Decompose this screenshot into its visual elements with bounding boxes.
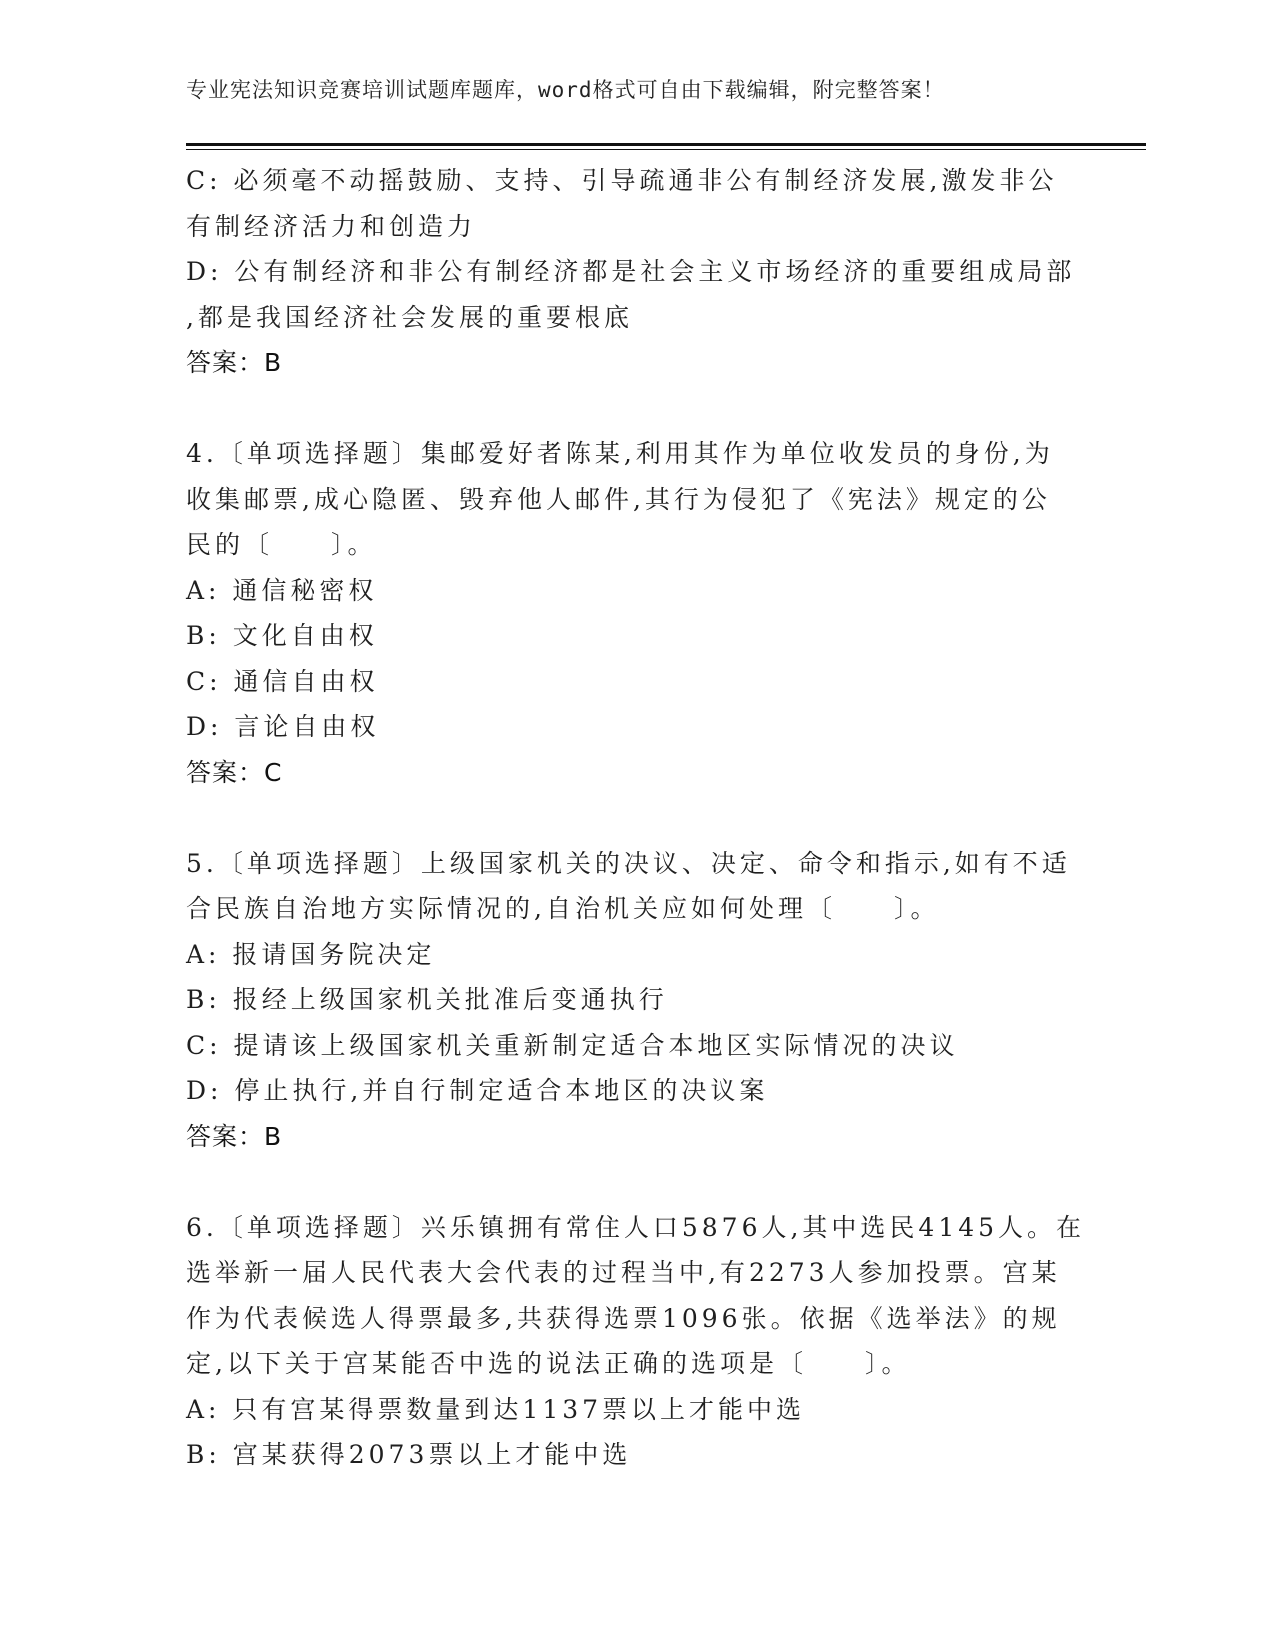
question-stem-line: 定,以下关于宫某能否中选的说法正确的选项是〔 〕。 <box>186 1349 911 1378</box>
option-a: A: 报请国务院决定 <box>186 939 436 969</box>
header-rule <box>186 143 1146 146</box>
option-c: C: 通信自由权 <box>186 666 379 696</box>
option-a: A: 只有宫某得票数量到达1137票以上才能中选 <box>186 1394 806 1424</box>
header-rule-thin <box>186 149 1146 150</box>
option-c: C: 提请该上级国家机关重新制定适合本地区实际情况的决议 <box>186 1030 959 1060</box>
question-stem-line: 作为代表候选人得票最多,共获得选票1096张。依据《选举法》的规 <box>186 1303 1061 1333</box>
question-6 <box>186 1205 1086 1478</box>
option-a: A: 通信秘密权 <box>186 575 378 605</box>
question-stem-line: 选举新一届人民代表大会代表的过程当中,有2273人参加投票。宫某 <box>186 1258 1061 1287</box>
question-stem-line: 收集邮票,成心隐匿、毁弃他人邮件,其行为侵犯了《宪法》规定的公 <box>186 484 1051 514</box>
question-stem-line: 民的〔 〕。 <box>186 530 377 559</box>
answer: 答案：B <box>186 1121 283 1151</box>
option-d-line-1: D: 公有制经济和非公有制经济都是社会主义市场经济的重要组成局部 <box>186 257 1076 286</box>
option-b: B: 报经上级国家机关批准后变通执行 <box>186 985 668 1014</box>
question-stem-line: 合民族自治地方实际情况的,自治机关应如何处理〔 〕。 <box>186 894 940 923</box>
answer: 答案：C <box>186 757 283 787</box>
spacer <box>186 1159 1086 1205</box>
question-4 <box>186 431 1086 795</box>
option-c-line-1: C: 必须毫不动摇鼓励、支持、引导疏通非公有制经济发展,激发非公 <box>186 166 1058 195</box>
spacer <box>186 386 1086 432</box>
question-stem-line: 6.〔单项选择题〕兴乐镇拥有常住人口5876人,其中选民4145人。在 <box>186 1212 1086 1242</box>
option-b: B: 宫某获得2073票以上才能中选 <box>186 1440 632 1469</box>
document-body <box>186 158 1086 1478</box>
option-d: D: 言论自由权 <box>186 712 380 741</box>
option-d: D: 停止执行,并自行制定适合本地区的决议案 <box>186 1076 769 1105</box>
prev-question <box>186 158 1086 386</box>
page-header: 专业宪法知识竞赛培训试题库题库，word格式可自由下载编辑，附完整答案！ <box>186 78 945 102</box>
spacer <box>186 795 1086 841</box>
answer: 答案：B <box>186 348 283 377</box>
question-stem-line: 5.〔单项选择题〕上级国家机关的决议、决定、命令和指示,如有不适 <box>186 848 1071 878</box>
option-c-line-2: 有制经济活力和创造力 <box>186 211 477 241</box>
option-b: B: 文化自由权 <box>186 621 378 650</box>
question-5 <box>186 841 1086 1160</box>
question-stem-line: 4.〔单项选择题〕集邮爱好者陈某,利用其作为单位收发员的身份,为 <box>186 439 1054 468</box>
option-d-line-2: ,都是我国经济社会发展的重要根底 <box>186 302 633 332</box>
